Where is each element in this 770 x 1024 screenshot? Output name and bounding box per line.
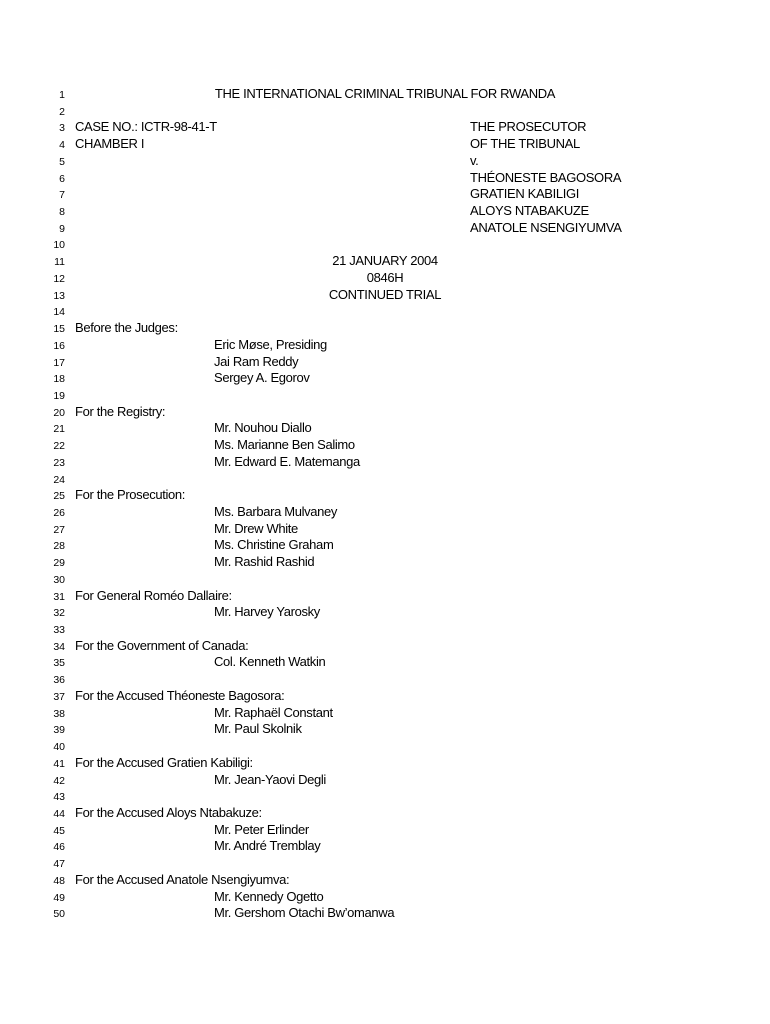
attendee-name: Mr. Edward E. Matemanga [214,453,360,469]
line-number: 39 [53,724,65,737]
transcript-line [0,454,770,471]
line-text: For the Prosecution: [75,487,186,503]
line-number: 38 [53,707,65,720]
attendee-name: Sergey A. Egorov [214,370,310,386]
transcript-line [0,119,770,136]
line-number: 29 [53,557,65,570]
line-number: 40 [53,741,65,754]
line-number: 23 [53,456,65,469]
line-number: 5 [59,155,65,168]
line-text: For the Registry: [75,403,166,419]
transcript-line [0,504,770,521]
attendee-name: Col. Kenneth Watkin [214,654,326,670]
attendee-name: Jai Ram Reddy [214,353,299,369]
transcript-line [0,186,770,203]
transcript-line [0,537,770,554]
transcript-line [0,705,770,722]
attendee-name: Mr. Harvey Yarosky [214,604,320,620]
transcript-line [0,387,770,404]
line-text: For the Government of Canada: [75,637,249,653]
line-number: 31 [53,590,65,603]
line-number: 22 [53,440,65,453]
transcript-line [0,270,770,287]
transcript-line [0,153,770,170]
line-text: CASE NO.: ICTR-98-41-T [75,119,217,135]
line-number: 37 [53,690,65,703]
line-number: 48 [53,874,65,887]
transcript-line [0,136,770,153]
transcript-line [0,788,770,805]
case-party-text: OF THE TRIBUNAL [470,136,580,152]
line-number: 16 [53,339,65,352]
line-number: 12 [53,272,65,285]
line-number: 17 [53,356,65,369]
transcript-line [0,855,770,872]
transcript-line [0,755,770,772]
transcript-line [0,437,770,454]
line-number: 28 [53,540,65,553]
line-number: 25 [53,490,65,503]
line-number: 6 [59,172,65,185]
transcript-line [0,103,770,120]
line-number: 46 [53,841,65,854]
line-text: For General Roméo Dallaire: [75,587,232,603]
line-number: 43 [53,791,65,804]
line-number: 20 [53,406,65,419]
attendee-name: Mr. Peter Erlinder [214,821,309,837]
attendee-name: Mr. Jean-Yaovi Degli [214,771,326,787]
session-info: 21 JANUARY 2004 [332,253,438,269]
session-info: 0846H [366,269,404,285]
transcript-line [0,370,770,387]
line-number: 1 [59,89,65,101]
line-number: 7 [59,189,65,202]
line-number: 41 [53,757,65,770]
line-number: 19 [53,389,65,402]
line-text: For the Accused Aloys Ntabakuze: [75,804,262,820]
case-party-text: ALOYS NTABAKUZE [470,203,589,219]
line-number: 24 [53,473,65,486]
transcript-line [0,404,770,421]
attendee-name: Mr. Rashid Rashid [214,554,315,570]
line-number: 44 [53,807,65,820]
line-number: 33 [53,624,65,637]
transcript-line [0,170,770,187]
line-text: For the Accused Anatole Nsengiyumva: [75,871,290,887]
line-number: 35 [53,657,65,670]
transcript-line [0,571,770,588]
line-number: 3 [59,122,65,135]
transcript-line [0,822,770,839]
line-number: 50 [53,908,65,921]
line-number: 10 [53,239,65,252]
document-title: THE INTERNATIONAL CRIMINAL TRIBUNAL FOR RWANDA [214,86,556,101]
line-number: 11 [54,256,65,269]
transcript-line [0,253,770,270]
case-party-text: ANATOLE NSENGIYUMVA [470,219,622,235]
transcript-line [0,889,770,906]
attendee-name: Eric Møse, Presiding [214,336,327,352]
case-party-text: THE PROSECUTOR [470,119,587,135]
line-number: 9 [59,222,65,235]
case-party-text: GRATIEN KABILIGI [470,186,580,202]
transcript-line [0,220,770,237]
attendee-name: Mr. Nouhou Diallo [214,420,312,436]
transcript-line [0,604,770,621]
line-number: 21 [53,423,65,436]
transcript-line [0,721,770,738]
attendee-name: Mr. Kennedy Ogetto [214,888,324,904]
transcript-line [0,287,770,304]
attendee-name: Ms. Marianne Ben Salimo [214,437,355,453]
line-number: 18 [53,373,65,386]
attendee-name: Ms. Barbara Mulvaney [214,504,338,519]
attendee-name: Mr. André Tremblay [214,838,321,854]
line-number: 42 [53,774,65,787]
transcript-line [0,86,770,103]
attendee-name: Ms. Christine Graham [214,537,334,553]
attendee-name: Mr. Drew White [214,520,298,536]
line-text: For the Accused Gratien Kabiligi: [75,754,253,770]
line-number: 47 [53,858,65,871]
transcript-line [0,838,770,855]
line-number: 8 [59,206,65,219]
line-number: 13 [53,289,65,302]
line-number: 26 [53,507,65,519]
line-number: 36 [53,674,65,687]
line-text: CHAMBER I [75,136,145,152]
line-text: Before the Judges: [75,320,178,336]
line-number: 14 [53,306,65,319]
transcript-line [0,905,770,922]
line-number: 27 [53,523,65,536]
case-party-text: THÉONESTE BAGOSORA [470,169,622,185]
line-number: 49 [53,891,65,904]
line-number: 4 [59,139,65,152]
transcript-line [0,588,770,605]
line-number: 2 [59,105,65,118]
transcript-line [0,654,770,671]
case-party-text: v. [470,152,479,168]
line-number: 34 [53,640,65,653]
session-info: CONTINUED TRIAL [328,286,442,302]
transcript-line [0,354,770,371]
transcript-line [0,738,770,755]
transcript-line [0,487,770,504]
line-number: 15 [53,323,65,336]
transcript-line [0,337,770,354]
line-number: 45 [53,824,65,837]
transcript-line [0,671,770,688]
transcript-line [0,420,770,437]
transcript-line [0,320,770,337]
transcript-line [0,638,770,655]
line-number: 30 [53,573,65,586]
line-text: For the Accused Théoneste Bagosora: [75,687,285,703]
transcript-line [0,805,770,822]
attendee-name: Mr. Raphaël Constant [214,704,333,720]
transcript-line [0,471,770,488]
transcript-line [0,236,770,253]
transcript-line [0,203,770,220]
transcript-line [0,772,770,789]
transcript-line [0,688,770,705]
attendee-name: Mr. Paul Skolnik [214,721,302,737]
transcript-line [0,554,770,571]
transcript-line [0,303,770,320]
transcript-line [0,521,770,538]
transcript-line [0,621,770,638]
line-number: 32 [53,607,65,620]
transcript-line [0,872,770,889]
attendee-name: Mr. Gershom Otachi Bw’omanwa [214,905,395,921]
